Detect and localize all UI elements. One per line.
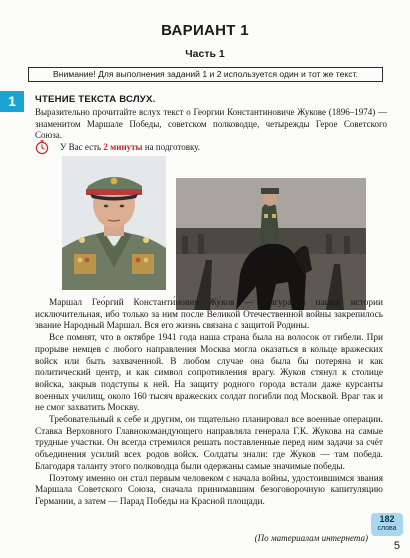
word-count-label: слова — [377, 525, 397, 532]
article-text — [35, 298, 383, 509]
article-source: (По материалам интернета) — [254, 533, 368, 543]
prep-text-after: на подготовку. — [142, 142, 201, 152]
word-count-badge — [371, 513, 403, 536]
portrait-photo — [62, 156, 166, 290]
variant-heading: ВАРИАНТ 1 — [161, 22, 249, 39]
preparation-time — [60, 142, 200, 153]
part-heading: Часть 1 — [185, 48, 225, 60]
prep-text-before: У Вас есть — [60, 142, 104, 152]
article-paragraph: Все помнят, что в октябре 1941 года наша страна была на волосок от гибели. При прорыве немцев с любого направления Москва могла оказаться в кольце вражеских войск или быть захваченной. В любом случае она была бы потеряна и как политический центр, и как символ сопротивления врагу. Жуков стянул к столице войска, закрыв подступы к ней. На защиту родного города встали даже курсанты военных училищ, около 160 тысяч вражеских солдат погибли под Москвой. Враг так и не смог захватить Москву. — [35, 333, 383, 414]
task-instruction: Выразительно прочитайте вслух текст о Георгии Константиновиче Жукове (1896–1974) — знаменитом Маршале Победы, советском полководце, четырежды Герое Советского Союза. — [35, 107, 387, 140]
word-count-number: 182 — [379, 514, 395, 524]
task-number-badge: 1 — [0, 91, 24, 112]
stopwatch-icon — [34, 139, 50, 155]
article-paragraph: Поэтому именно он стал первым человеком с начала войны, удостоившимся звания Маршала Советского Союза, сначала принимавшим безоговорочную капитуляцию Германии, а затем — Парад Победы на Красной площади. — [35, 473, 383, 507]
prep-time-highlight: 2 минуты — [103, 142, 143, 152]
article-paragraph: Маршал Гео́ргий Константи́нович Жу́ков — фигура в нашей истории исключительная, ибо только за ним после Великой Отечественной войны закрепилось звание Народный Маршал. Вся его жизнь связана с защитой Родины. — [35, 298, 383, 332]
parade-photo — [176, 178, 366, 310]
task-title: ЧТЕНИЕ ТЕКСТА ВСЛУХ. — [35, 94, 156, 105]
article-paragraph: Требовательный к себе и другим, он тщательно планировал все военные операции. Ставка Верховного Главнокомандующего направляла генерала Г.К. Жукова на самые трудные участки. Он всегда стремился решать поставленные перед ним задачи за счёт объединения усилий всех родов войск. Солдаты знали: где Жуков — там победа. Благодаря таланту этого полководца были одержаны самые значимые победы. — [35, 415, 383, 472]
attention-notice: Внимание! Для выполнения заданий 1 и 2 используется один и тот же текст. — [28, 67, 383, 82]
page-number: 5 — [393, 540, 400, 552]
